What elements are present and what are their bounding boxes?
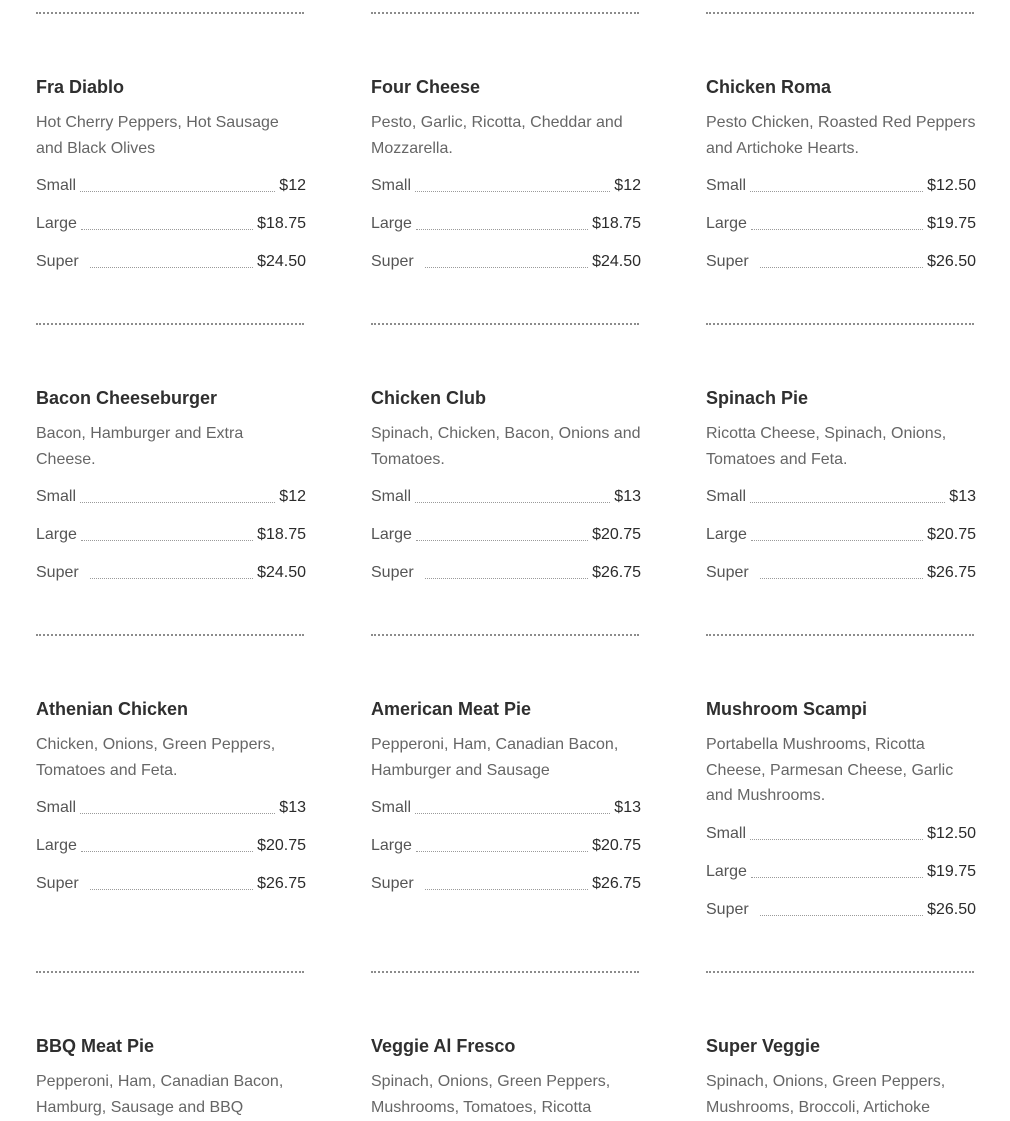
- price-row-super: [371, 872, 641, 910]
- price-row-super: [36, 250, 306, 288]
- item-description: Hot Cherry Peppers, Hot Sausage and Black Olives: [36, 114, 279, 157]
- menu-item-card: [371, 75, 641, 288]
- dot-leader: [80, 191, 275, 192]
- price-row-small: [36, 485, 306, 523]
- menu-item-card: [36, 75, 306, 288]
- size-label: Large: [371, 526, 412, 543]
- menu-item-card: [36, 386, 306, 599]
- menu-item-card: [371, 1034, 641, 1120]
- item-name: BBQ Meat Pie: [36, 1036, 155, 1056]
- size-label: Large: [36, 526, 77, 543]
- price-row-large: [36, 523, 306, 561]
- item-description: Portabella Mushrooms, Ricotta Cheese, Parmesan Cheese, Garlic and Mushrooms.: [706, 736, 954, 804]
- menu-item-card: [371, 386, 641, 599]
- size-label: Small: [706, 824, 747, 842]
- row-separator: [0, 971, 1010, 975]
- price-list: [36, 485, 306, 599]
- price-value: $26.75: [592, 564, 641, 581]
- menu-item-card: [371, 697, 641, 910]
- size-label: Small: [36, 799, 77, 816]
- price-value: $19.75: [927, 215, 976, 232]
- price-row-super: [706, 250, 976, 288]
- size-label: Super: [371, 875, 414, 892]
- price-value: $26.75: [927, 564, 976, 581]
- dot-leader: [415, 813, 610, 814]
- dot-leader: [90, 578, 253, 579]
- price-row-small: [706, 822, 976, 860]
- divider: [706, 634, 974, 636]
- price-value: $12.50: [927, 824, 976, 842]
- item-name: Spinach Pie: [706, 388, 809, 408]
- price-row-large: [371, 523, 641, 561]
- price-row-small: [706, 485, 976, 523]
- divider: [706, 12, 974, 14]
- dot-leader: [416, 540, 588, 541]
- price-row-large: [706, 212, 976, 250]
- price-value: $13: [614, 799, 641, 816]
- menu-item-card: [706, 697, 976, 936]
- dot-leader: [415, 502, 610, 503]
- row-separator: [0, 634, 1010, 638]
- price-value: $20.75: [592, 837, 641, 854]
- price-row-small: [371, 796, 641, 834]
- price-list: [706, 485, 976, 599]
- size-label: Small: [706, 177, 747, 194]
- item-description: Ricotta Cheese, Spinach, Onions, Tomatoes and Feta.: [706, 425, 947, 468]
- size-label: Large: [36, 215, 77, 232]
- price-row-small: [706, 174, 976, 212]
- dot-leader: [750, 839, 923, 840]
- dot-leader: [80, 813, 275, 814]
- price-value: $20.75: [257, 837, 306, 854]
- price-row-small: [371, 174, 641, 212]
- divider: [36, 971, 304, 973]
- dot-leader: [760, 915, 923, 916]
- divider: [36, 634, 304, 636]
- dot-leader: [425, 889, 588, 890]
- dot-leader: [415, 191, 610, 192]
- price-row-large: [706, 523, 976, 561]
- dot-leader: [81, 540, 253, 541]
- divider: [371, 634, 639, 636]
- dot-leader: [80, 502, 275, 503]
- size-label: Super: [36, 253, 79, 270]
- item-description: Pesto Chicken, Roasted Red Peppers and Artichoke Hearts.: [706, 114, 976, 157]
- price-row-super: [36, 561, 306, 599]
- price-row-small: [371, 485, 641, 523]
- size-label: Large: [371, 837, 412, 854]
- size-label: Large: [36, 837, 77, 854]
- dot-leader: [416, 851, 588, 852]
- size-label: Small: [371, 177, 412, 194]
- dot-leader: [751, 877, 923, 878]
- price-list: [706, 822, 976, 936]
- row-separator: [0, 12, 1010, 16]
- price-row-super: [706, 898, 976, 936]
- item-name: American Meat Pie: [371, 699, 532, 719]
- price-list: [706, 174, 976, 288]
- price-row-small: [36, 174, 306, 212]
- divider: [36, 12, 304, 14]
- price-value: $12: [614, 177, 641, 194]
- item-description: Spinach, Onions, Green Peppers, Mushrooms, Broccoli, Artichoke: [706, 1073, 946, 1116]
- divider: [371, 971, 639, 973]
- row-separator: [0, 323, 1010, 327]
- size-label: Large: [706, 526, 747, 543]
- price-row-super: [706, 561, 976, 599]
- price-list: [371, 796, 641, 910]
- divider: [706, 971, 974, 973]
- divider: [371, 323, 639, 325]
- dot-leader: [751, 229, 923, 230]
- price-list: [371, 174, 641, 288]
- price-value: $19.75: [927, 862, 976, 880]
- size-label: Small: [371, 799, 412, 816]
- divider: [36, 323, 304, 325]
- size-label: Super: [706, 900, 749, 918]
- price-value: $18.75: [592, 215, 641, 232]
- divider: [706, 323, 974, 325]
- item-description: Pepperoni, Ham, Canadian Bacon, Hamburg, Sausage and BBQ: [36, 1073, 284, 1116]
- dot-leader: [750, 502, 945, 503]
- price-value: $26.50: [927, 900, 976, 918]
- size-label: Small: [371, 488, 412, 505]
- price-list: [371, 485, 641, 599]
- item-description: Spinach, Chicken, Bacon, Onions and Tomatoes.: [371, 425, 641, 468]
- price-value: $13: [279, 799, 306, 816]
- item-name: Four Cheese: [371, 77, 481, 97]
- price-value: $26.75: [592, 875, 641, 892]
- size-label: Super: [36, 875, 79, 892]
- item-name: Bacon Cheeseburger: [36, 388, 218, 408]
- price-value: $26.75: [257, 875, 306, 892]
- item-name: Chicken Roma: [706, 77, 832, 97]
- menu-item-card: [36, 1034, 306, 1120]
- menu-item-card: [706, 1034, 976, 1120]
- size-label: Small: [706, 488, 747, 505]
- price-value: $26.50: [927, 253, 976, 270]
- price-value: $24.50: [257, 253, 306, 270]
- dot-leader: [425, 578, 588, 579]
- item-name: Athenian Chicken: [36, 699, 189, 719]
- size-label: Large: [706, 215, 747, 232]
- price-list: [36, 796, 306, 910]
- size-label: Large: [706, 862, 747, 880]
- size-label: Super: [36, 564, 79, 581]
- size-label: Small: [36, 177, 77, 194]
- size-label: Super: [371, 253, 414, 270]
- price-value: $13: [614, 488, 641, 505]
- price-row-super: [371, 561, 641, 599]
- menu-item-card: [706, 75, 976, 288]
- price-value: $18.75: [257, 215, 306, 232]
- price-value: $12: [279, 177, 306, 194]
- price-row-large: [371, 834, 641, 872]
- size-label: Super: [706, 564, 749, 581]
- price-value: $20.75: [592, 526, 641, 543]
- dot-leader: [760, 578, 923, 579]
- price-value: $13: [949, 488, 976, 505]
- item-description: Spinach, Onions, Green Peppers, Mushrooms, Tomatoes, Ricotta: [371, 1073, 611, 1116]
- price-value: $12.50: [927, 177, 976, 194]
- item-description: Pepperoni, Ham, Canadian Bacon, Hamburger and Sausage: [371, 736, 619, 779]
- size-label: Super: [371, 564, 414, 581]
- dot-leader: [760, 267, 923, 268]
- menu-item-card: [706, 386, 976, 599]
- size-label: Super: [706, 253, 749, 270]
- item-name: Super Veggie: [706, 1036, 821, 1056]
- price-value: $20.75: [927, 526, 976, 543]
- item-name: Veggie Al Fresco: [371, 1036, 516, 1056]
- price-value: $12: [279, 488, 306, 505]
- price-row-large: [706, 860, 976, 898]
- price-row-super: [36, 872, 306, 910]
- dot-leader: [751, 540, 923, 541]
- dot-leader: [81, 229, 253, 230]
- menu-item-card: [36, 697, 306, 910]
- price-list: [36, 174, 306, 288]
- price-row-small: [36, 796, 306, 834]
- dot-leader: [425, 267, 588, 268]
- dot-leader: [90, 267, 253, 268]
- price-row-large: [36, 212, 306, 250]
- price-row-super: [371, 250, 641, 288]
- item-name: Mushroom Scampi: [706, 699, 868, 719]
- item-name: Fra Diablo: [36, 77, 125, 97]
- item-description: Pesto, Garlic, Ricotta, Cheddar and Mozzarella.: [371, 114, 623, 157]
- item-name: Chicken Club: [371, 388, 487, 408]
- size-label: Small: [36, 488, 77, 505]
- dot-leader: [90, 889, 253, 890]
- price-row-large: [371, 212, 641, 250]
- size-label: Large: [371, 215, 412, 232]
- price-row-large: [36, 834, 306, 872]
- dot-leader: [81, 851, 253, 852]
- dot-leader: [416, 229, 588, 230]
- divider: [371, 12, 639, 14]
- item-description: Chicken, Onions, Green Peppers, Tomatoes and Feta.: [36, 736, 276, 779]
- dot-leader: [750, 191, 923, 192]
- price-value: $24.50: [257, 564, 306, 581]
- price-value: $18.75: [257, 526, 306, 543]
- item-description: Bacon, Hamburger and Extra Cheese.: [36, 425, 244, 468]
- price-value: $24.50: [592, 253, 641, 270]
